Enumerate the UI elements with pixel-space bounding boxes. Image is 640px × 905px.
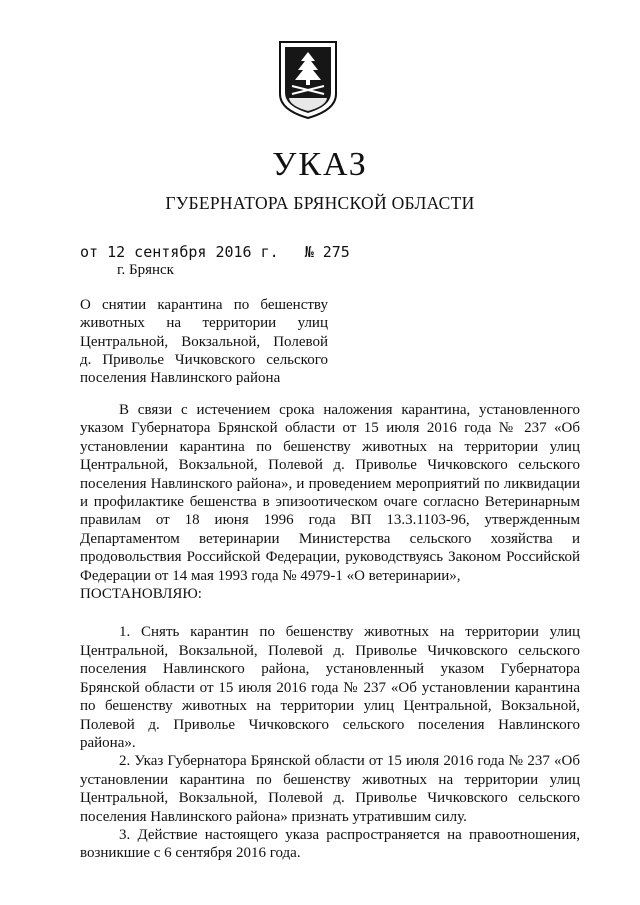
- decree-item: 2. Указ Губернатора Брянской области от 15 июля 2016 года № 237 «Об установлении карантина по бешенству животных на территории улиц Центральной, Вокзальной, Полевой д. Приволье Чичковского сельского поселения Навлинского района» признать утратившим силу.: [80, 753, 580, 825]
- subject-line: О снятии карантина по бешенству: [80, 297, 328, 313]
- decree-subject: [80, 296, 328, 387]
- document-subtitle: ГУБЕРНАТОРА БРЯНСКОЙ ОБЛАСТИ: [165, 193, 475, 213]
- document-title: УКАЗ: [272, 146, 368, 183]
- subject-line: Центральной, Вокзальной, Полевой: [80, 333, 328, 350]
- bryansk-coat-of-arms-icon: [276, 38, 340, 120]
- decree-item: 1. Снять карантин по бешенству животных на территории улиц Центральной, Вокзальной, Полевой д. Приволье Чичковского сельского поселения Навлинского района, установленный указом Губернатора Брянской области от 15 июля 2016 года № 237 «Об установлении карантина по бешенству животных на территории улиц Центральной, Вокзальной, Полевой д. Приволье Чичковского сельского поселения Навлинского района».: [80, 624, 580, 751]
- preamble-paragraph: В связи с истечением срока наложения карантина, установленного указом Губернатора Брянской области от 15 июля 2016 года № 237 «Об установлении карантина по бешенству животных на территории улиц Центральной, Вокзальной, Полевой д. Приволье Чичковского сельского поселения Навлинского района», и проведением мероприятий по ликвидации и профилактике бешенства в эпизоотическом очаге согласно Ветеринарным правилам от 18 июня 1996 года ВП 13.3.1103-96, утвержденным Департаментом ветеринарии Министерства сельского хозяйства и продовольствия Российской Федерации, руководствуясь Законом Российской Федерации от 14 мая 1993 года № 4979-1 «О ветеринарии»,: [80, 402, 580, 584]
- city: г. Брянск: [117, 262, 174, 278]
- decree-item: 3. Действие настоящего указа распространяется на правоотношения, возникшие с 6 сентября 2016 года.: [80, 826, 580, 862]
- date-line: [80, 243, 350, 261]
- decree-number: № 275: [304, 243, 350, 261]
- decree-date: от 12 сентября 2016 г.: [80, 243, 279, 261]
- decree-body: [80, 401, 580, 863]
- decree-keyword: ПОСТАНОВЛЯЮ:: [80, 586, 202, 603]
- subject-line: поселения Навлинского района: [80, 370, 281, 387]
- subject-line: д. Приволье Чичковского сельского: [80, 351, 328, 368]
- subject-line: животных на территории улиц: [80, 315, 328, 332]
